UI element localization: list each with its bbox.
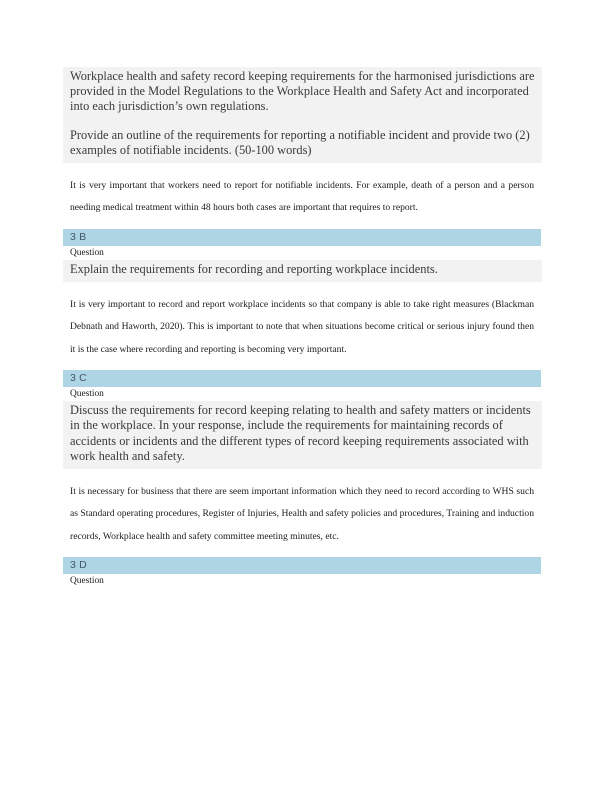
question-text-3b: Explain the requirements for recording and reporting workplace incidents. <box>70 261 438 276</box>
spacer <box>63 163 542 175</box>
document-content <box>63 67 542 588</box>
intro-answer-paragraph: It is very important that workers need to report for notifiable incidents. For example, death of a person and a person needing medical treatment within 48 hours both cases are important that requires to report. <box>70 180 534 214</box>
answer-paragraph-3b: It is very important to record and report workplace incidents so that company is able to take right measures (Blackman Debnath and Haworth, 2020). This is important to note that when situations become critical or serious injury found then it is the case where recording and reporting is becoming very important. <box>70 299 534 355</box>
question-label-3b: Question <box>70 247 104 258</box>
question-label-3c: Question <box>70 389 104 400</box>
spacer <box>63 469 542 481</box>
intro-prompt-paragraph-2: Provide an outline of the requirements for reporting a notifiable incident and provide two (2) examples of notifiable incidents. (50-100 words) <box>70 127 530 157</box>
section-band-3d <box>63 557 541 574</box>
question-label-3d: Question <box>70 576 104 587</box>
spacer <box>63 361 542 370</box>
intro-prompt-block <box>63 67 542 163</box>
question-block-3c <box>63 401 542 469</box>
intro-prompt-paragraph-1: Workplace health and safety record keeping requirements for the harmonised jurisdictions are provided in the Model Regulations to the Workplace Health and Safety Act and incorporated into each jurisdiction’s own regulations. <box>70 69 535 114</box>
section-label-3b: 3 B <box>70 230 87 243</box>
section-label-3d: 3 D <box>70 559 87 572</box>
spacer <box>63 548 542 557</box>
section-band-3b <box>63 229 541 246</box>
question-block-3b <box>63 260 542 282</box>
section-band-3c <box>63 370 541 387</box>
spacer <box>63 220 542 229</box>
section-label-3c: 3 C <box>70 372 87 385</box>
answer-paragraph-3c: It is necessary for business that there are seem important information which they need to record according to WHS such as Standard operating procedures, Register of Injuries, Health and safety policies and procedures, Training and induction records, Workplace health and safety committee meeting minutes, etc. <box>70 486 534 542</box>
question-text-3c: Discuss the requirements for record keeping relating to health and safety matters or incidents in the workplace. In your response, include the requirements for maintaining records of accidents or incidents and the different types of record keeping requirements associated with work health and safety. <box>70 403 531 463</box>
spacer <box>63 282 542 294</box>
